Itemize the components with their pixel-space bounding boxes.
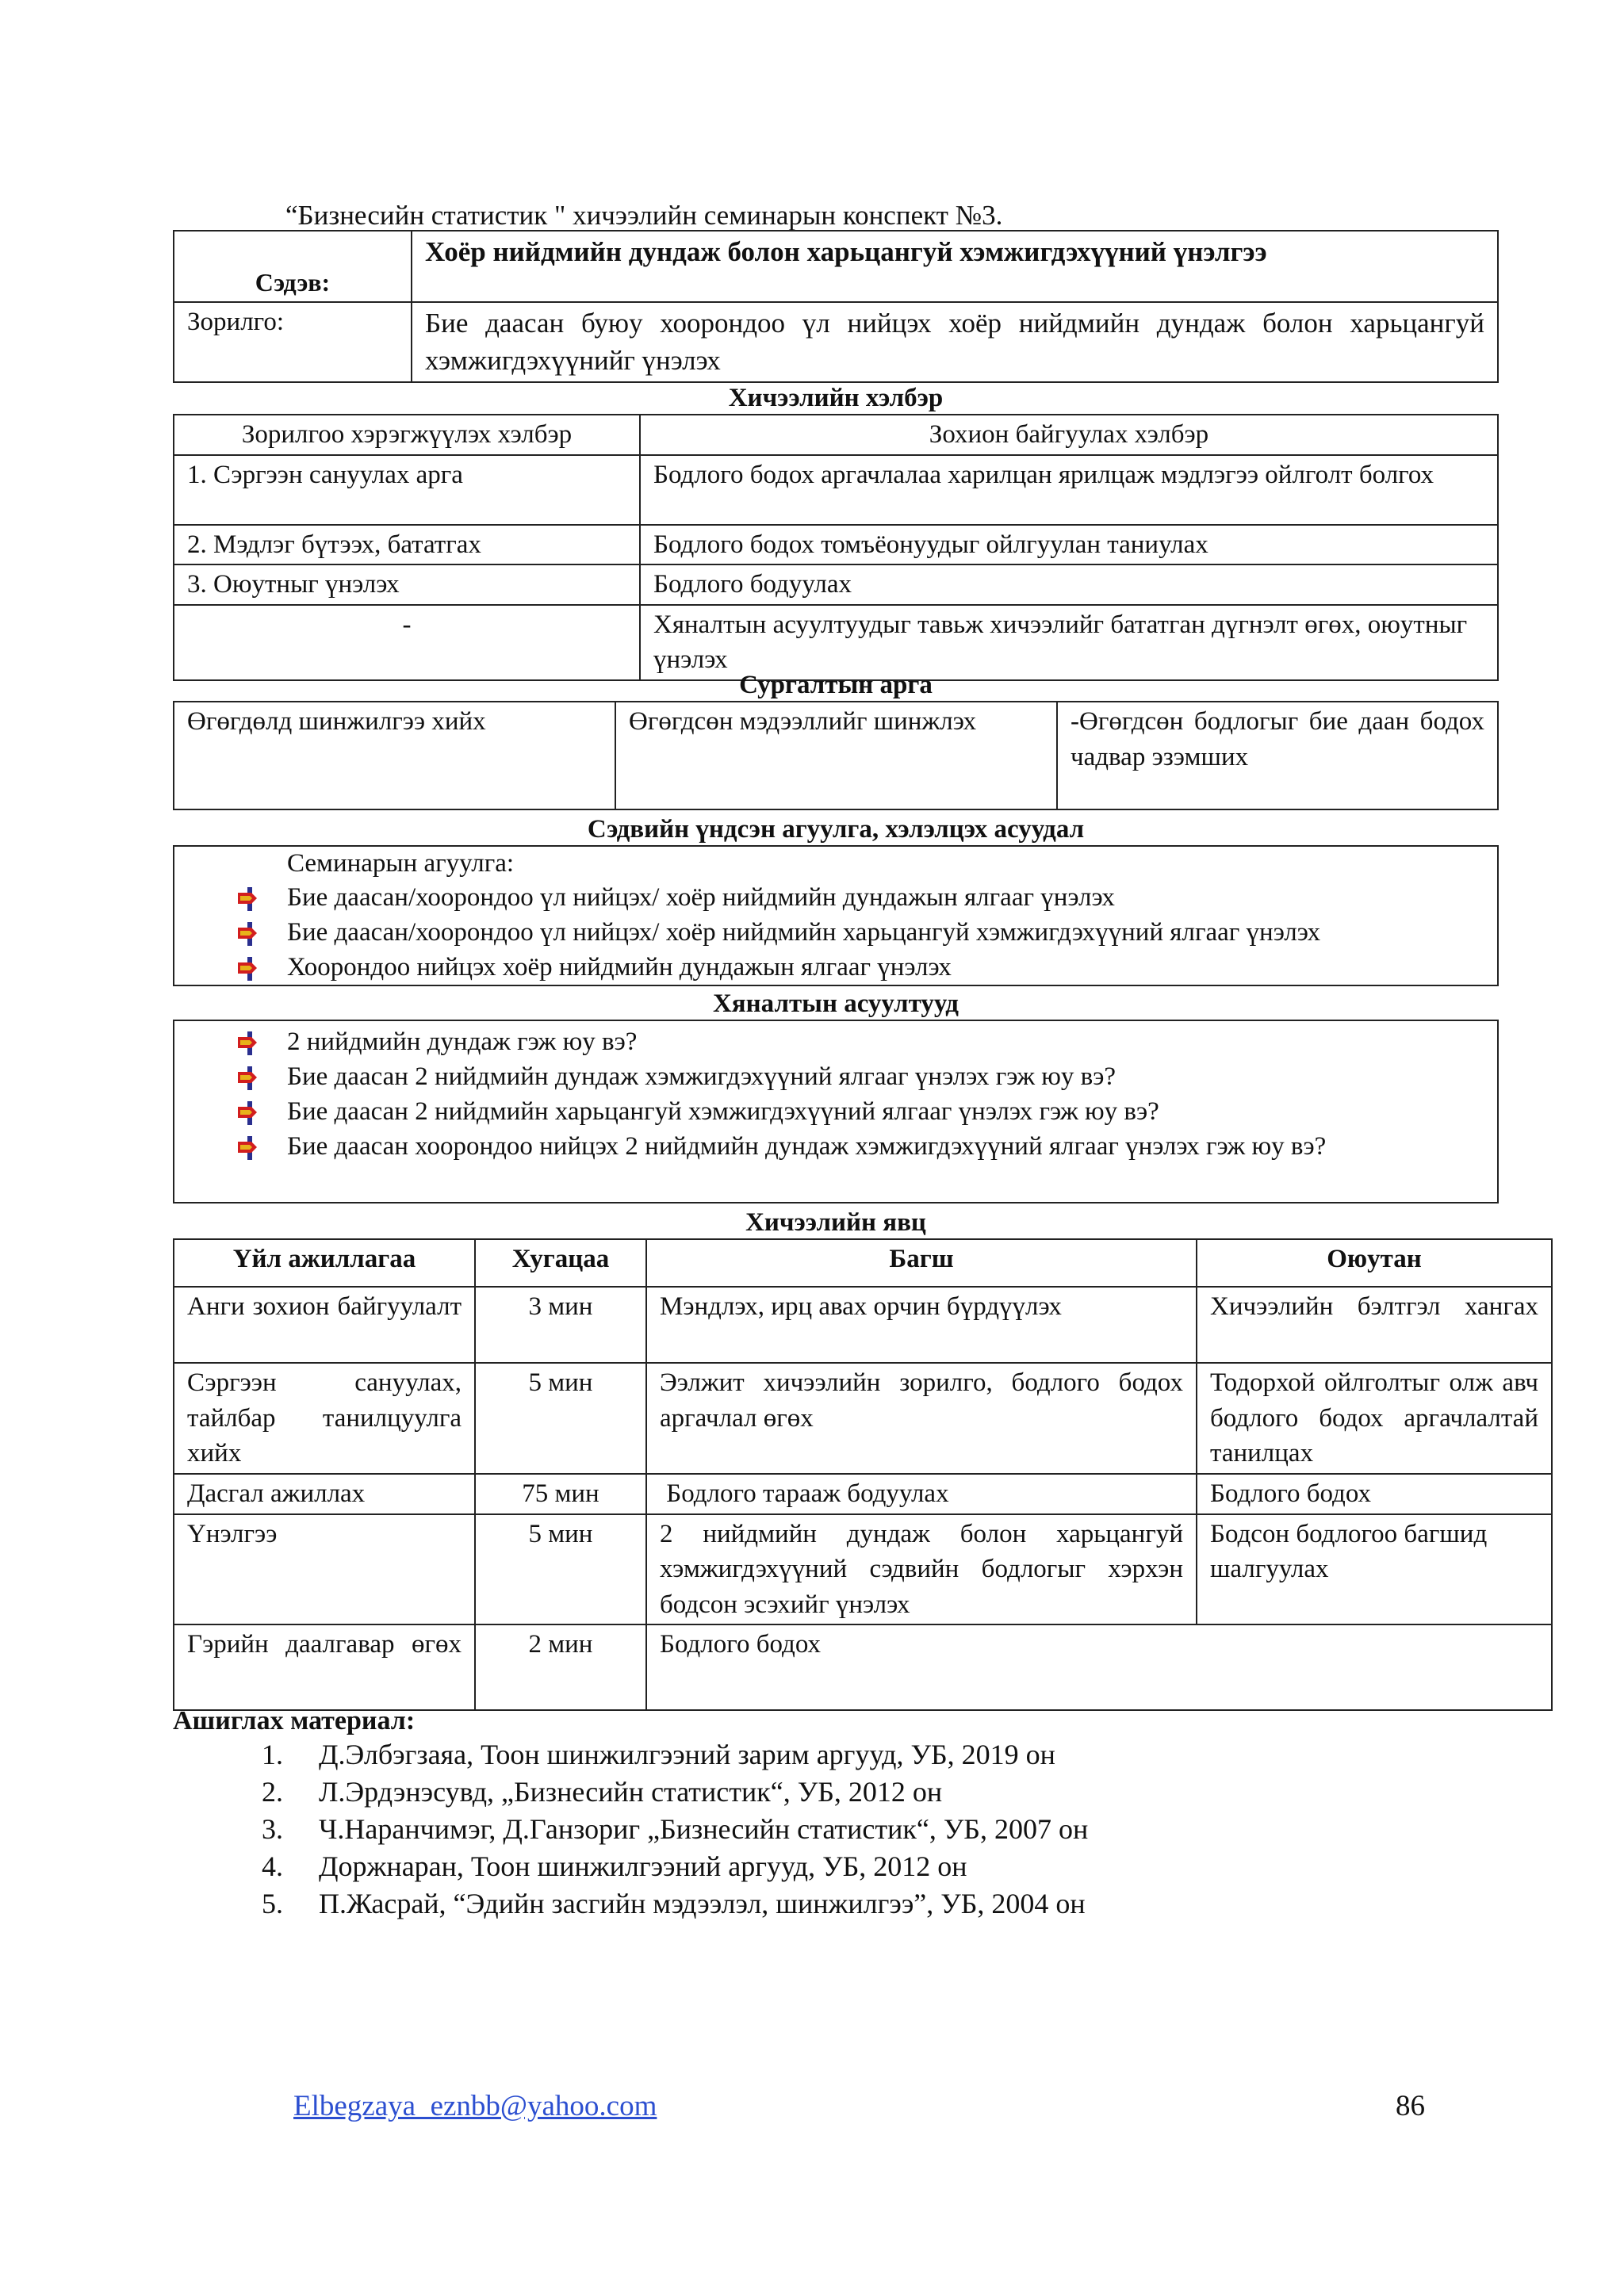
list-item: 2 нийдмийн дундаж гэж юу вэ?	[174, 1024, 1497, 1059]
table-cell: Бодлого бодох томъёонуудыг ойлгуулан таниулах	[640, 525, 1498, 565]
list-item: 2. Л.Эрдэнэсувд, „Бизнесийн статистик“, УБ, 2012 он	[262, 1776, 943, 1808]
topic-value: Хоёр нийдмийн дундаж болон харьцангуй хэмжигдэхүүний үнэлгээ	[412, 231, 1498, 302]
table-cell: 2. Мэдлэг бүтээх, бататгах	[174, 525, 640, 565]
table-cell: Өгөгдөлд шинжилгээ хийх	[174, 702, 615, 809]
footer-email-link[interactable]: Elbegzaya_eznbb@yahoo.com	[293, 2090, 657, 2122]
content-intro: Семинарын агуулга:	[287, 849, 515, 878]
table-row	[174, 455, 1498, 525]
table-cell: 5 мин	[475, 1514, 646, 1625]
table-row	[174, 1514, 1552, 1625]
table-row	[174, 1287, 1552, 1363]
table-cell: Үнэлгээ	[174, 1514, 475, 1625]
arrow-bullet-icon	[238, 957, 262, 981]
goal-row	[174, 302, 1498, 382]
lesson-flow-header: Хугацаа	[475, 1239, 646, 1287]
table-cell: Хичээлийн бэлтгэл хангах	[1197, 1287, 1552, 1363]
table-row	[174, 564, 1498, 605]
list-item: Бие даасан хоорондоо нийцэх 2 нийдмийн дундаж хэмжигдэхүүний ялгааг үнэлэх гэж юу вэ?	[174, 1129, 1497, 1164]
content-box	[173, 845, 1499, 986]
table-row	[174, 1474, 1552, 1514]
content-heading: Сэдвийн үндсэн агуулга, хэлэлцэх асуудал	[587, 815, 1085, 844]
questions-list	[174, 1024, 1497, 1164]
table-cell: 2 нийдмийн дундаж болон харьцангуй хэмжигдэхүүний сэдвийн бодлогыг хэрхэн бодсон эсэхийг үнэлэх	[646, 1514, 1197, 1625]
table-cell: Тодорхой ойлголтыг олж авч бодлого бодох аргачлалтай танилцах	[1197, 1363, 1552, 1474]
arrow-bullet-icon	[238, 1031, 262, 1055]
references-list	[262, 1736, 1088, 1923]
table-cell: Мэндлэх, ирц авах орчин бүрдүүлэх	[646, 1287, 1197, 1363]
lesson-form-table	[173, 414, 1499, 681]
lesson-flow-header: Үйл ажиллагаа	[174, 1239, 475, 1287]
lesson-form-header: Зохион байгуулах хэлбэр	[640, 415, 1498, 455]
table-cell: 5 мин	[475, 1363, 646, 1474]
table-cell: 75 мин	[475, 1474, 646, 1514]
table-row	[174, 1363, 1552, 1474]
table-cell: 3 мин	[475, 1287, 646, 1363]
lesson-flow-heading: Хичээлийн явц	[745, 1208, 926, 1237]
list-item: Бие даасан/хоорондоо үл нийцэх/ хоёр нийдмийн харьцангуй хэмжигдэхүүний ялгааг үнэлэх	[174, 915, 1497, 950]
content-list	[174, 880, 1497, 985]
table-cell: Бодлого бодох	[646, 1624, 1552, 1710]
table-cell: 2 мин	[475, 1624, 646, 1710]
list-item: Бие даасан 2 нийдмийн дундаж хэмжигдэхүүний ялгааг үнэлэх гэж юу вэ?	[174, 1059, 1497, 1094]
lesson-form-header: Зорилгоо хэрэгжүүлэх хэлбэр	[174, 415, 640, 455]
list-item: 5. П.Жасрай, “Эдийн засгийн мэдээлэл, шинжилгээ”, УБ, 2004 он	[262, 1888, 1086, 1919]
table-cell: Дасгал ажиллах	[174, 1474, 475, 1514]
arrow-bullet-icon	[238, 1101, 262, 1125]
table-cell: -	[174, 605, 640, 680]
table-cell: 3. Оюутныг үнэлэх	[174, 564, 640, 605]
references-heading: Ашиглах материал:	[173, 1706, 416, 1735]
table-cell: Бодлого бодох аргачлалаа харилцан ярилцаж мэдлэгээ ойлголт болгох	[640, 455, 1498, 525]
topic-label: Сэдэв:	[174, 231, 412, 302]
control-questions-box	[173, 1020, 1499, 1203]
teaching-method-table	[173, 701, 1499, 810]
table-row	[174, 702, 1498, 809]
list-item: 1. Д.Элбэгзаяа, Тоон шинжилгээний зарим аргууд, УБ, 2019 он	[262, 1739, 1055, 1770]
list-item: Бие даасан/хоорондоо үл нийцэх/ хоёр нийдмийн дундажын ялгааг үнэлэх	[174, 880, 1497, 915]
page-number: 86	[1396, 2090, 1425, 2122]
lesson-flow-table	[173, 1238, 1553, 1711]
table-row	[174, 1624, 1552, 1710]
table-cell: Ээлжит хичээлийн зорилго, бодлого бодох аргачлал өгөх	[646, 1363, 1197, 1474]
table-cell: Бодсон бодлогоо багшид шалгуулах	[1197, 1514, 1552, 1625]
table-cell: Өгөгдсөн мэдээллийг шинжлэх	[615, 702, 1057, 809]
list-item: 3. Ч.Наранчимэг, Д.Ганзориг „Бизнесийн статистик“, УБ, 2007 он	[262, 1813, 1089, 1845]
lesson-flow-header-row	[174, 1239, 1552, 1287]
lesson-flow-header: Багш	[646, 1239, 1197, 1287]
table-cell: Бодлого тарааж бодуулах	[646, 1474, 1197, 1514]
table-cell: 1. Сэргээн сануулах арга	[174, 455, 640, 525]
arrow-bullet-icon	[238, 1066, 262, 1090]
topic-table	[173, 230, 1499, 383]
teaching-method-heading: Сургалтын арга	[739, 671, 933, 699]
table-row	[174, 525, 1498, 565]
list-item: 4. Доржнаран, Тоон шинжилгээний аргууд, УБ, 2012 он	[262, 1850, 967, 1882]
goal-label: Зорилго:	[174, 302, 412, 382]
list-item: Хоорондоо нийцэх хоёр нийдмийн дундажын ялгааг үнэлэх	[174, 950, 1497, 985]
arrow-bullet-icon	[238, 887, 262, 911]
lesson-flow-header: Оюутан	[1197, 1239, 1552, 1287]
table-cell: Гэрийн даалгавар өгөх	[174, 1624, 475, 1710]
control-questions-heading: Хяналтын асуултууд	[712, 989, 959, 1018]
arrow-bullet-icon	[238, 922, 262, 946]
table-cell: Сэргээн сануулах, тайлбар танилцуулга хийх	[174, 1363, 475, 1474]
arrow-bullet-icon	[238, 1136, 262, 1160]
page-title: “Бизнесийн статистик " хичээлийн семинарын конспект №3.	[285, 200, 1003, 231]
goal-value: Бие даасан буюу хоорондоо үл нийцэх хоёр нийдмийн дундаж болон харьцангуй хэмжигдэхүүнийг үнэлэх	[412, 302, 1498, 382]
table-cell: Анги зохион байгуулалт	[174, 1287, 475, 1363]
topic-row	[174, 231, 1498, 302]
lesson-form-header-row	[174, 415, 1498, 455]
table-cell: -Өгөгдсөн бодлогыг бие даан бодох чадвар эзэмших	[1057, 702, 1498, 809]
table-cell: Бодлого бодуулах	[640, 564, 1498, 605]
list-item: Бие даасан 2 нийдмийн харьцангуй хэмжигдэхүүний ялгааг үнэлэх гэж юу вэ?	[174, 1094, 1497, 1129]
lesson-form-heading: Хичээлийн хэлбэр	[728, 384, 944, 412]
table-cell: Хяналтын асуултуудыг тавьж хичээлийг бататган дүгнэлт өгөх, оюутныг үнэлэх	[640, 605, 1498, 680]
table-cell: Бодлого бодох	[1197, 1474, 1552, 1514]
